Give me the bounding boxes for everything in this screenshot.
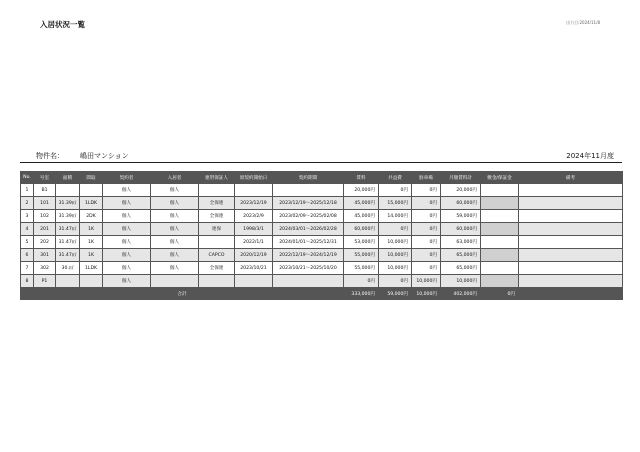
cell-area: 31.47㎡ xyxy=(56,223,80,236)
cell-parking: 0円 xyxy=(412,236,441,249)
cell-area: 31.47㎡ xyxy=(56,236,80,249)
cell-common-fee: 10,000円 xyxy=(379,236,412,249)
cell-remarks xyxy=(519,236,623,249)
cell-rent: 20,000円 xyxy=(344,184,379,197)
cell-area: 31.39㎡ xyxy=(56,210,80,223)
cell-contractor: 個人 xyxy=(103,249,151,262)
cell-deposit xyxy=(481,197,519,210)
table-row xyxy=(21,223,623,236)
cell-contractor: 個人 xyxy=(103,236,151,249)
cell-layout: 1K xyxy=(80,223,103,236)
cell-contractor: 個人 xyxy=(103,275,151,288)
cell-room: 301 xyxy=(34,249,56,262)
cell-area: 31.47㎡ xyxy=(56,249,80,262)
cell-deposit xyxy=(481,236,519,249)
cell-rent: 0円 xyxy=(344,275,379,288)
cell-layout: 2DK xyxy=(80,210,103,223)
cell-layout: 1K xyxy=(80,249,103,262)
total-row xyxy=(21,288,623,300)
cell-contractor: 個人 xyxy=(103,184,151,197)
header-row xyxy=(21,172,623,184)
cell-room: 202 xyxy=(34,236,56,249)
cell-room: P1 xyxy=(34,275,56,288)
header-cell: 敷金/保証金 xyxy=(481,172,519,184)
cell-no: 6 xyxy=(21,249,34,262)
cell-start-date xyxy=(235,184,273,197)
header-cell: 入居者 xyxy=(151,172,199,184)
cell-no: 4 xyxy=(21,223,34,236)
header-cell: 号室 xyxy=(34,172,56,184)
cell-term xyxy=(273,184,344,197)
cell-monthly-total: 60,000円 xyxy=(441,223,481,236)
cell-monthly-total: 59,000円 xyxy=(441,210,481,223)
cell-room: 201 xyxy=(34,223,56,236)
cell-monthly-total: 60,000円 xyxy=(441,197,481,210)
cell-common-fee: 0円 xyxy=(379,223,412,236)
cell-tenant xyxy=(151,275,199,288)
cell-monthly-total: 10,000円 xyxy=(441,275,481,288)
cell-contractor: 個人 xyxy=(103,197,151,210)
table-row xyxy=(21,275,623,288)
cell-remarks xyxy=(519,249,623,262)
cell-deposit xyxy=(481,210,519,223)
table-row xyxy=(21,184,623,197)
total-parking: 10,000円 xyxy=(412,288,441,300)
cell-layout xyxy=(80,184,103,197)
property-name: 嶋田マンション xyxy=(80,152,129,160)
cell-start-date: 2022/1/1 xyxy=(235,236,273,249)
header-cell: 駐車場 xyxy=(412,172,441,184)
cell-remarks xyxy=(519,184,623,197)
cell-monthly-total: 65,000円 xyxy=(441,262,481,275)
cell-guarantor: 全保連 xyxy=(199,210,235,223)
occupancy-table xyxy=(20,171,623,300)
cell-parking: 0円 xyxy=(412,210,441,223)
cell-remarks xyxy=(519,210,623,223)
cell-term xyxy=(273,275,344,288)
cell-layout: 1LDK xyxy=(80,197,103,210)
cell-tenant: 個人 xyxy=(151,210,199,223)
cell-remarks xyxy=(519,223,623,236)
cell-common-fee: 14,000円 xyxy=(379,210,412,223)
total-rent: 333,000円 xyxy=(344,288,379,300)
cell-no: 5 xyxy=(21,236,34,249)
table-row xyxy=(21,210,623,223)
cell-parking: 10,000円 xyxy=(412,275,441,288)
cell-start-date: 2020/12/19 xyxy=(235,249,273,262)
cell-guarantor xyxy=(199,275,235,288)
header-cell: 原契約開始日 xyxy=(235,172,273,184)
cell-area xyxy=(56,275,80,288)
cell-rent: 45,000円 xyxy=(344,210,379,223)
table-row xyxy=(21,236,623,249)
header-cell: 賃料 xyxy=(344,172,379,184)
table-row xyxy=(21,197,623,210)
cell-monthly-total: 20,000円 xyxy=(441,184,481,197)
cell-common-fee: 0円 xyxy=(379,184,412,197)
cell-term: 2023/12/19〜2025/12/18 xyxy=(273,197,344,210)
cell-monthly-total: 63,000円 xyxy=(441,236,481,249)
cell-layout: 1LDK xyxy=(80,262,103,275)
cell-rent: 45,000円 xyxy=(344,197,379,210)
cell-deposit xyxy=(481,184,519,197)
property-header xyxy=(20,150,622,163)
document-title: 入居状況一覧 xyxy=(40,20,85,29)
cell-deposit xyxy=(481,275,519,288)
cell-contractor: 個人 xyxy=(103,210,151,223)
cell-layout: 1K xyxy=(80,236,103,249)
header-cell: 月額賃料計 xyxy=(441,172,481,184)
cell-guarantor: 全保連 xyxy=(199,262,235,275)
cell-common-fee: 10,000円 xyxy=(379,262,412,275)
cell-rent: 53,000円 xyxy=(344,236,379,249)
cell-room: 101 xyxy=(34,197,56,210)
header-cell: 面積 xyxy=(56,172,80,184)
header-cell: 備考 xyxy=(519,172,623,184)
cell-guarantor xyxy=(199,184,235,197)
cell-no: 8 xyxy=(21,275,34,288)
property-label: 物件名： xyxy=(36,152,64,160)
cell-guarantor: CAPCO xyxy=(199,249,235,262)
cell-no: 3 xyxy=(21,210,34,223)
cell-contractor: 個人 xyxy=(103,262,151,275)
cell-area: 31.39㎡ xyxy=(56,197,80,210)
cell-term: 2022/12/19〜2024/12/19 xyxy=(273,249,344,262)
cell-deposit xyxy=(481,262,519,275)
total-monthly: 402,000円 xyxy=(441,288,481,300)
cell-parking: 0円 xyxy=(412,262,441,275)
cell-start-date: 2023/2/9 xyxy=(235,210,273,223)
cell-guarantor: 全保連 xyxy=(199,197,235,210)
cell-no: 2 xyxy=(21,197,34,210)
cell-no: 1 xyxy=(21,184,34,197)
cell-start-date xyxy=(235,275,273,288)
cell-term: 2023/02/09〜2025/02/08 xyxy=(273,210,344,223)
cell-remarks xyxy=(519,275,623,288)
cell-no: 7 xyxy=(21,262,34,275)
cell-parking: 0円 xyxy=(412,184,441,197)
cell-start-date: 2023/12/19 xyxy=(235,197,273,210)
issue-date: 出力日:2024/11/8 xyxy=(566,20,600,25)
cell-area xyxy=(56,184,80,197)
cell-tenant: 個人 xyxy=(151,236,199,249)
table-row xyxy=(21,262,623,275)
header-cell: No. xyxy=(21,172,34,184)
total-deposit: 0円 xyxy=(481,288,519,300)
cell-room: 302 xyxy=(34,262,56,275)
header-cell: 契約期間 xyxy=(273,172,344,184)
header-cell: 契約者 xyxy=(103,172,151,184)
header-cell: 共益費 xyxy=(379,172,412,184)
cell-room: B1 xyxy=(34,184,56,197)
cell-common-fee: 10,000円 xyxy=(379,249,412,262)
cell-tenant: 個人 xyxy=(151,249,199,262)
cell-term: 2024/01/01〜2025/12/31 xyxy=(273,236,344,249)
cell-remarks xyxy=(519,197,623,210)
cell-common-fee: 0円 xyxy=(379,275,412,288)
report-month: 2024年11月度 xyxy=(566,152,614,160)
cell-parking: 0円 xyxy=(412,197,441,210)
cell-contractor: 個人 xyxy=(103,223,151,236)
cell-parking: 0円 xyxy=(412,249,441,262)
cell-tenant: 個人 xyxy=(151,262,199,275)
cell-start-date: 1998/3/1 xyxy=(235,223,273,236)
cell-term: 2023/10/21〜2025/10/20 xyxy=(273,262,344,275)
header-cell: 間取 xyxy=(80,172,103,184)
cell-start-date: 2023/10/21 xyxy=(235,262,273,275)
cell-deposit xyxy=(481,249,519,262)
total-label: 合計 xyxy=(21,288,344,300)
header-cell: 連帯保証人 xyxy=(199,172,235,184)
cell-tenant: 個人 xyxy=(151,197,199,210)
cell-common-fee: 15,000円 xyxy=(379,197,412,210)
cell-tenant: 個人 xyxy=(151,184,199,197)
cell-room: 102 xyxy=(34,210,56,223)
total-common-fee: 59,000円 xyxy=(379,288,412,300)
cell-deposit xyxy=(481,223,519,236)
cell-rent: 55,000円 xyxy=(344,262,379,275)
total-remarks xyxy=(519,288,623,300)
table-row xyxy=(21,249,623,262)
cell-rent: 55,000円 xyxy=(344,249,379,262)
cell-guarantor: 連保 xyxy=(199,223,235,236)
cell-remarks xyxy=(519,262,623,275)
cell-guarantor xyxy=(199,236,235,249)
cell-term: 2024/03/01〜2026/02/28 xyxy=(273,223,344,236)
cell-layout xyxy=(80,275,103,288)
cell-monthly-total: 65,000円 xyxy=(441,249,481,262)
cell-tenant: 個人 xyxy=(151,223,199,236)
cell-rent: 60,000円 xyxy=(344,223,379,236)
table-body xyxy=(21,184,623,288)
cell-parking: 0円 xyxy=(412,223,441,236)
cell-area: 30.㎡ xyxy=(56,262,80,275)
